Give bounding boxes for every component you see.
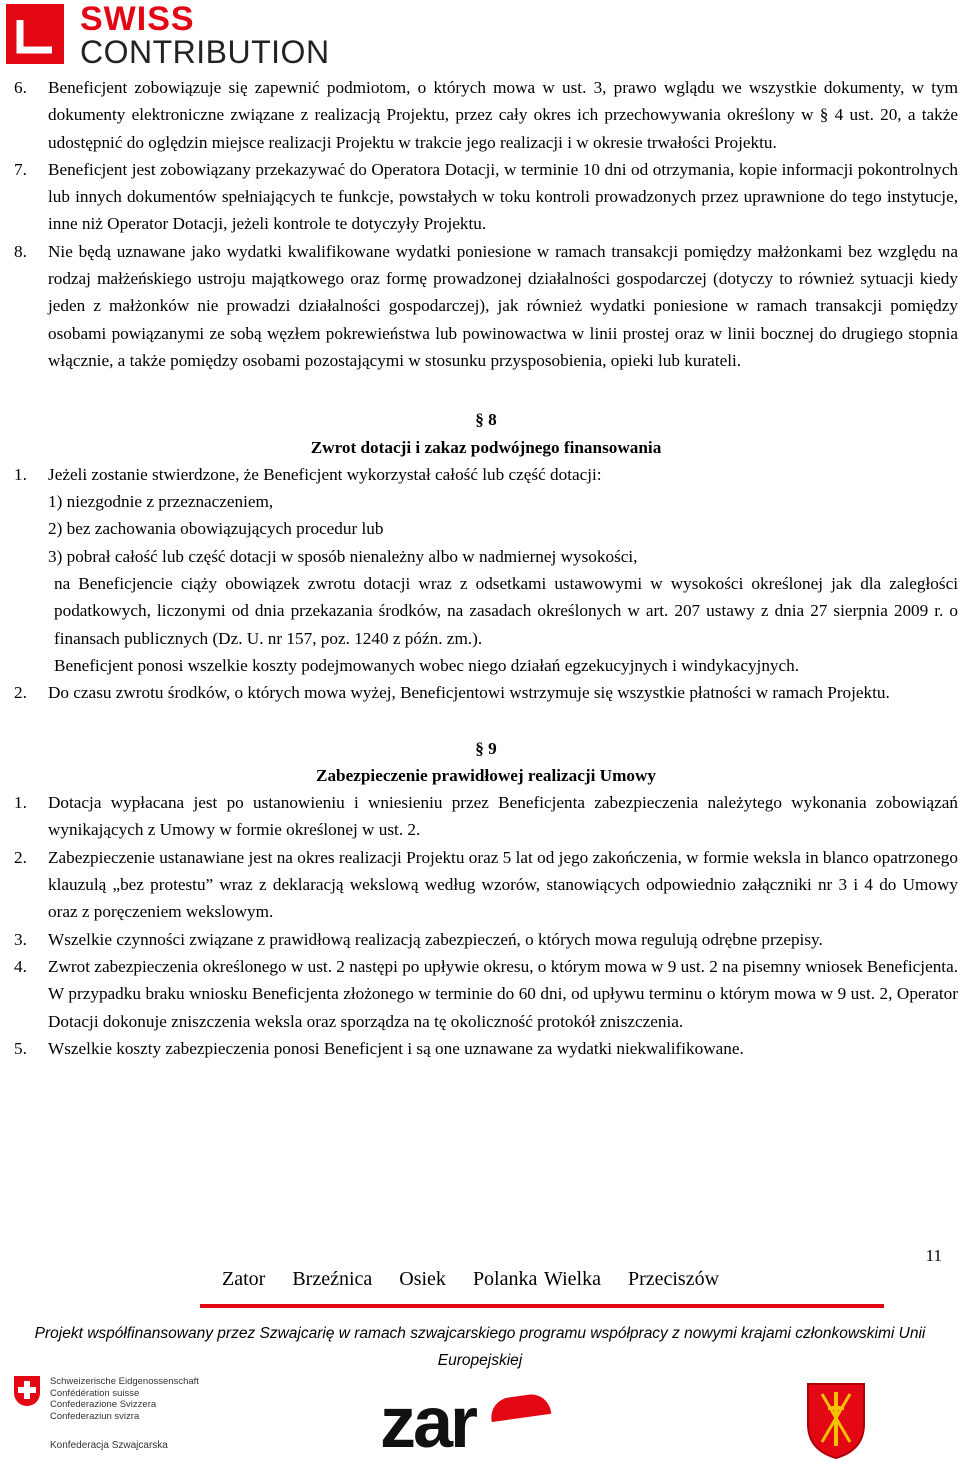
item-number: 7.: [14, 159, 27, 179]
swiss-confederation-logo: [14, 1376, 214, 1456]
item-text: Dotacja wypłacana jest po ustanowieniu i wniesieniu przez Beneficjenta zabezpieczenia należytego wykonania zobowiązań wynikających z Umowy w formie określonej w ust. 2.: [48, 793, 958, 840]
confederation-names: [50, 1376, 199, 1422]
section-9-item-4: [14, 953, 958, 1035]
section-9-number: § 9: [475, 738, 497, 758]
item-text: Wszelkie koszty zabezpieczenia ponosi Beneficjent i są one uznawane za wydatki niekwalifikowane.: [48, 1038, 744, 1058]
zar-logo-text: zar: [380, 1383, 476, 1463]
paragraph-7: [14, 156, 958, 238]
item-number: 4.: [14, 956, 27, 976]
item-number: 6.: [14, 78, 27, 97]
zar-logo: [380, 1383, 550, 1463]
brand-line-2: CONTRIBUTION: [80, 34, 330, 70]
document-body: [14, 74, 958, 1062]
town-name: Przeciszów: [627, 1268, 720, 1290]
item-text: Nie będą uznawane jako wydatki kwalifikowane wydatki poniesione w ramach transakcji pomiędzy małżonkami bez względu na rodzaj małżeńskiego ustroju majątkowego oraz formę prowadzonej działalności gospodarczej (dotyczy to również sytuacji kiedy jeden z małżonków nie prowadzi działalności gospodarczej), jak również wydatki poniesione w ramach transakcji pomiędzy osobami powiązanymi ze sobą węzłem pokrewieństwa lub powinowactwa w linii prostej oraz w linii bocznej do drugiego stopnia włącznie, a także pomiędzy osobami pozostającymi w stosunku przysposobienia, opieki lub kurateli.: [48, 241, 958, 370]
item-number: 1.: [14, 464, 27, 484]
confederation-name-polish: Konfederacja Szwajcarska: [50, 1440, 168, 1451]
section-9-item-2: [14, 844, 958, 926]
item-text: Zwrot zabezpieczenia określonego w ust. 2 następi po upływie okresu, o którym mowa w 9 ust. 2 na pisemny wniosek Beneficjenta. W przypadku braku wniosku Beneficjenta złożonego w terminie do 60 dni, od upływu terminu o którym mowa w 9 ust. 2, Operator Dotacji dokonuje zniszczenia weksla oraz sporządza na tę okoliczność protokół zniszczenia.: [48, 956, 958, 1031]
paragraph-8: [14, 238, 958, 374]
section-8-item-2: [14, 679, 958, 706]
swiss-contribution-logo: [0, 0, 330, 72]
town-name: Zator: [222, 1268, 266, 1290]
town-name: Osiek: [399, 1268, 446, 1290]
item-number: 8.: [14, 241, 27, 261]
coat-of-arms-icon: [806, 1380, 866, 1460]
item-number: 5.: [14, 1038, 27, 1058]
town-name: Polanka Wielka: [472, 1268, 601, 1290]
item-text: Jeżeli zostanie stwierdzone, że Beneficjent wykorzystał całość lub część dotacji:: [48, 464, 602, 484]
section-9-item-1: [14, 789, 958, 844]
item-number: 2.: [14, 847, 27, 867]
item-text: Zabezpieczenie ustanawiane jest na okres realizacji Projektu oraz 5 lat od jego zakończenia, w formie weksla in blanco opatrzonego klauzulą „bez protestu” wraz z deklaracją wekslową według wzorów, stanowiących odpowiednio załączniki nr 3 i 4 do Umowy oraz z poręczeniem wekslowym.: [48, 847, 958, 922]
item-number: 2.: [14, 683, 27, 703]
footer-divider: [200, 1304, 884, 1308]
section-9-item-3: [14, 926, 958, 953]
swiss-flag-icon: [6, 4, 64, 64]
sub-item: 1) niezgodnie z przeznaczeniem,: [48, 492, 274, 512]
page-number: 11: [925, 1246, 942, 1265]
item-text: Do czasu zwrotu środków, o których mowa wyżej, Beneficjentowi wstrzymuje się wszystkie płatności w ramach Projektu.: [48, 683, 890, 703]
town-name: Brzeźnica: [292, 1268, 373, 1290]
confederation-name: Confédération suisse: [50, 1387, 140, 1399]
item-text: Wszelkie czynności związane z prawidłową realizacją zabezpieczeń, o których mowa regulują odrębne przepisy.: [48, 929, 823, 949]
item-number: 1.: [14, 793, 27, 813]
section-8-title: Zwrot dotacji i zakaz podwójnego finansowania: [310, 437, 662, 457]
enforcement-costs-text: Beneficjent ponosi wszelkie koszty podejmowanych wobec niego działań egzekucyjnych i windykacyjnych.: [54, 655, 800, 675]
section-8-number: § 8: [475, 410, 497, 430]
item-text: Beneficjent jest zobowiązany przekazywać do Operatora Dotacji, w terminie 10 dni od otrzymania, kopie informacji pokontrolnych lub innych dokumentów spełniających te funkcje, powstałych w toku kontroli prowadzonych przez uprawnione do tego instytucje, inne niż Operator Dotacji, jeżeli kontrole te dotyczyły Projektu.: [48, 159, 958, 234]
brand-line-1: SWISS: [80, 0, 195, 38]
section-9-item-5: [14, 1035, 958, 1062]
footer-towns: [222, 1268, 739, 1291]
confederation-name: Confederaziun svizra: [50, 1410, 140, 1422]
confederation-name: Schweizerische Eidgenossenschaft: [50, 1376, 199, 1387]
item-text: Beneficjent zobowiązuje się zapewnić podmiotom, o których mowa w ust. 3, prawo wglądu we wszystkie dokumenty, w tym dokumenty elektroniczne związane z realizacją Projektu, przez cały okres ich przechowywania określony w § 4 ust. 20, a także udostępnić do oględzin miejsce realizacji Projektu w trakcie jego realizacji i w okresie trwałości Projektu.: [48, 78, 958, 152]
section-8-item-1: [14, 461, 958, 488]
confederation-name: Confederazione Svizzera: [50, 1399, 157, 1410]
sub-item: 3) pobrał całość lub część dotacji w sposób nienależny albo w nadmiernej wysokości,: [48, 546, 638, 566]
return-obligation-text: na Beneficjencie ciąży obowiązek zwrotu dotacji wraz z odsetkami ustawowymi w wysokości określonej jak dla zaległości podatkowych, liczonymi od dnia przekazania środków, na zasadach określonych w art. 207 ustawy z dnia 27 sierpnia 2009 r. o finansach publicznych (Dz. U. nr 157, poz. 1240 z późn. zm.).: [54, 574, 958, 648]
section-9-title: Zabezpieczenie prawidłowej realizacji Umowy: [315, 765, 656, 785]
item-number: 3.: [14, 929, 27, 949]
sub-item: 2) bez zachowania obowiązujących procedur lub: [48, 519, 384, 539]
swiss-cross-icon: [14, 1376, 40, 1406]
paragraph-6: [14, 74, 958, 156]
project-cofinancing-note: Projekt współfinansowany przez Szwajcarię w ramach szwajcarskiego programu współpracy z nowymi krajami członkowskimi Unii Europejskiej: [34, 1325, 926, 1369]
